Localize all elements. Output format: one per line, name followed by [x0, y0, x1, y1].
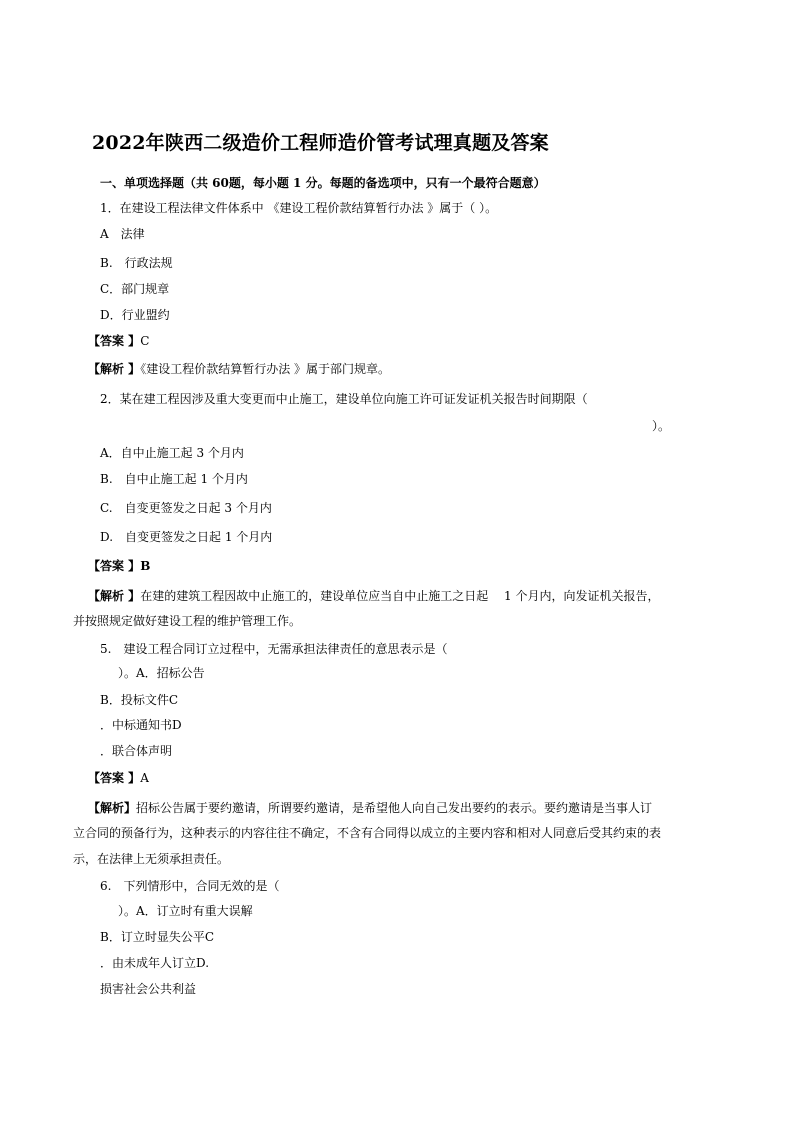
answer-label: 【答案 】 — [88, 334, 141, 348]
answer-value: C — [140, 334, 150, 348]
question-5-line-3: B．投标文件C — [100, 693, 179, 707]
question-1-option-c: C．部门规章 — [100, 282, 170, 296]
question-1-answer — [88, 333, 149, 349]
section-heading: 一、单项选择题（共 60题，每小题 1 分。每题的备选项中，只有一个最符合题意） — [100, 176, 546, 190]
question-2-option-b: B. 自中止施工起 1 个月内 — [100, 472, 248, 486]
question-1-stem: 1．在建设工程法律文件体系中 《建设工程价款结算暂行办法 》属于（ ）。 — [100, 201, 498, 215]
question-1-option-d: D．行业盟约 — [100, 308, 170, 322]
document-title: 2022年陕西二级造价工程师造价管考试理真题及答案 — [92, 132, 549, 154]
question-6-line-3: B．订立时显失公平C — [100, 930, 215, 944]
question-2-option-c: C. 自变更签发之日起 3 个月内 — [100, 501, 272, 515]
question-5-line-2: ）。A．招标公告 — [118, 666, 205, 680]
question-2-analysis-line-2: 并按照规定做好建设工程的维护管理工作。 — [73, 614, 302, 628]
question-2-stem-end: ）。 — [652, 419, 671, 433]
question-5-analysis-line-3: 示，在法律上无须承担责任。 — [73, 852, 230, 866]
analysis-text: 在建的建筑工程因故中止施工的，建设单位应当自中止施工之日起 1 个月内，向发证机关报告， — [140, 589, 660, 603]
question-5-line-4: ．中标通知书D — [100, 718, 182, 732]
question-2-analysis-line-1 — [88, 588, 659, 604]
question-5-analysis-line-1 — [88, 800, 652, 816]
answer-label: 【答案 】 — [88, 771, 141, 785]
question-5-stem: 5. 建设工程合同订立过程中，无需承担法律责任的意思表示是（ — [100, 642, 448, 656]
answer-value: B — [140, 559, 151, 573]
question-5-line-5: ．联合体声明 — [100, 744, 173, 758]
question-2-answer — [88, 558, 150, 574]
question-6-stem: 6. 下列情形中，合同无效的是（ — [100, 879, 280, 893]
question-1-option-a: A 法律 — [100, 227, 145, 241]
analysis-text: 《建设工程价款结算暂行办法 》属于部门规章。 — [140, 362, 391, 376]
question-1-analysis — [88, 361, 390, 377]
answer-value: A — [140, 771, 149, 785]
question-5-answer — [88, 770, 149, 786]
question-2-option-a: A．自中止施工起 3 个月内 — [100, 446, 244, 460]
question-5-analysis-line-2: 立合同的预备行为，这种表示的内容往往不确定，不含有合同得以成立的主要内容和相对人同意后受其约束的表 — [73, 826, 662, 840]
answer-label: 【答案 】 — [88, 559, 141, 573]
analysis-text: 招标公告属于要约邀请，所谓要约邀请，是希望他人向自己发出要约的表示。要约邀请是当事人订 — [136, 801, 653, 815]
question-6-line-5: 损害社会公共利益 — [100, 982, 197, 996]
question-2-option-d: D. 自变更签发之日起 1 个月内 — [100, 530, 273, 544]
analysis-label: 【解析 】 — [88, 589, 141, 603]
analysis-label: 【解析 】 — [88, 362, 141, 376]
question-6-line-2: ）。A．订立时有重大误解 — [118, 904, 253, 918]
question-1-option-b: B. 行政法规 — [100, 256, 173, 270]
question-2-stem: 2．某在建工程因涉及重大变更而中止施工，建设单位向施工许可证发证机关报告时间期限（ — [100, 392, 588, 406]
question-6-line-4: ．由未成年人订立D. — [100, 956, 210, 970]
analysis-label: 【解析】 — [88, 801, 137, 815]
